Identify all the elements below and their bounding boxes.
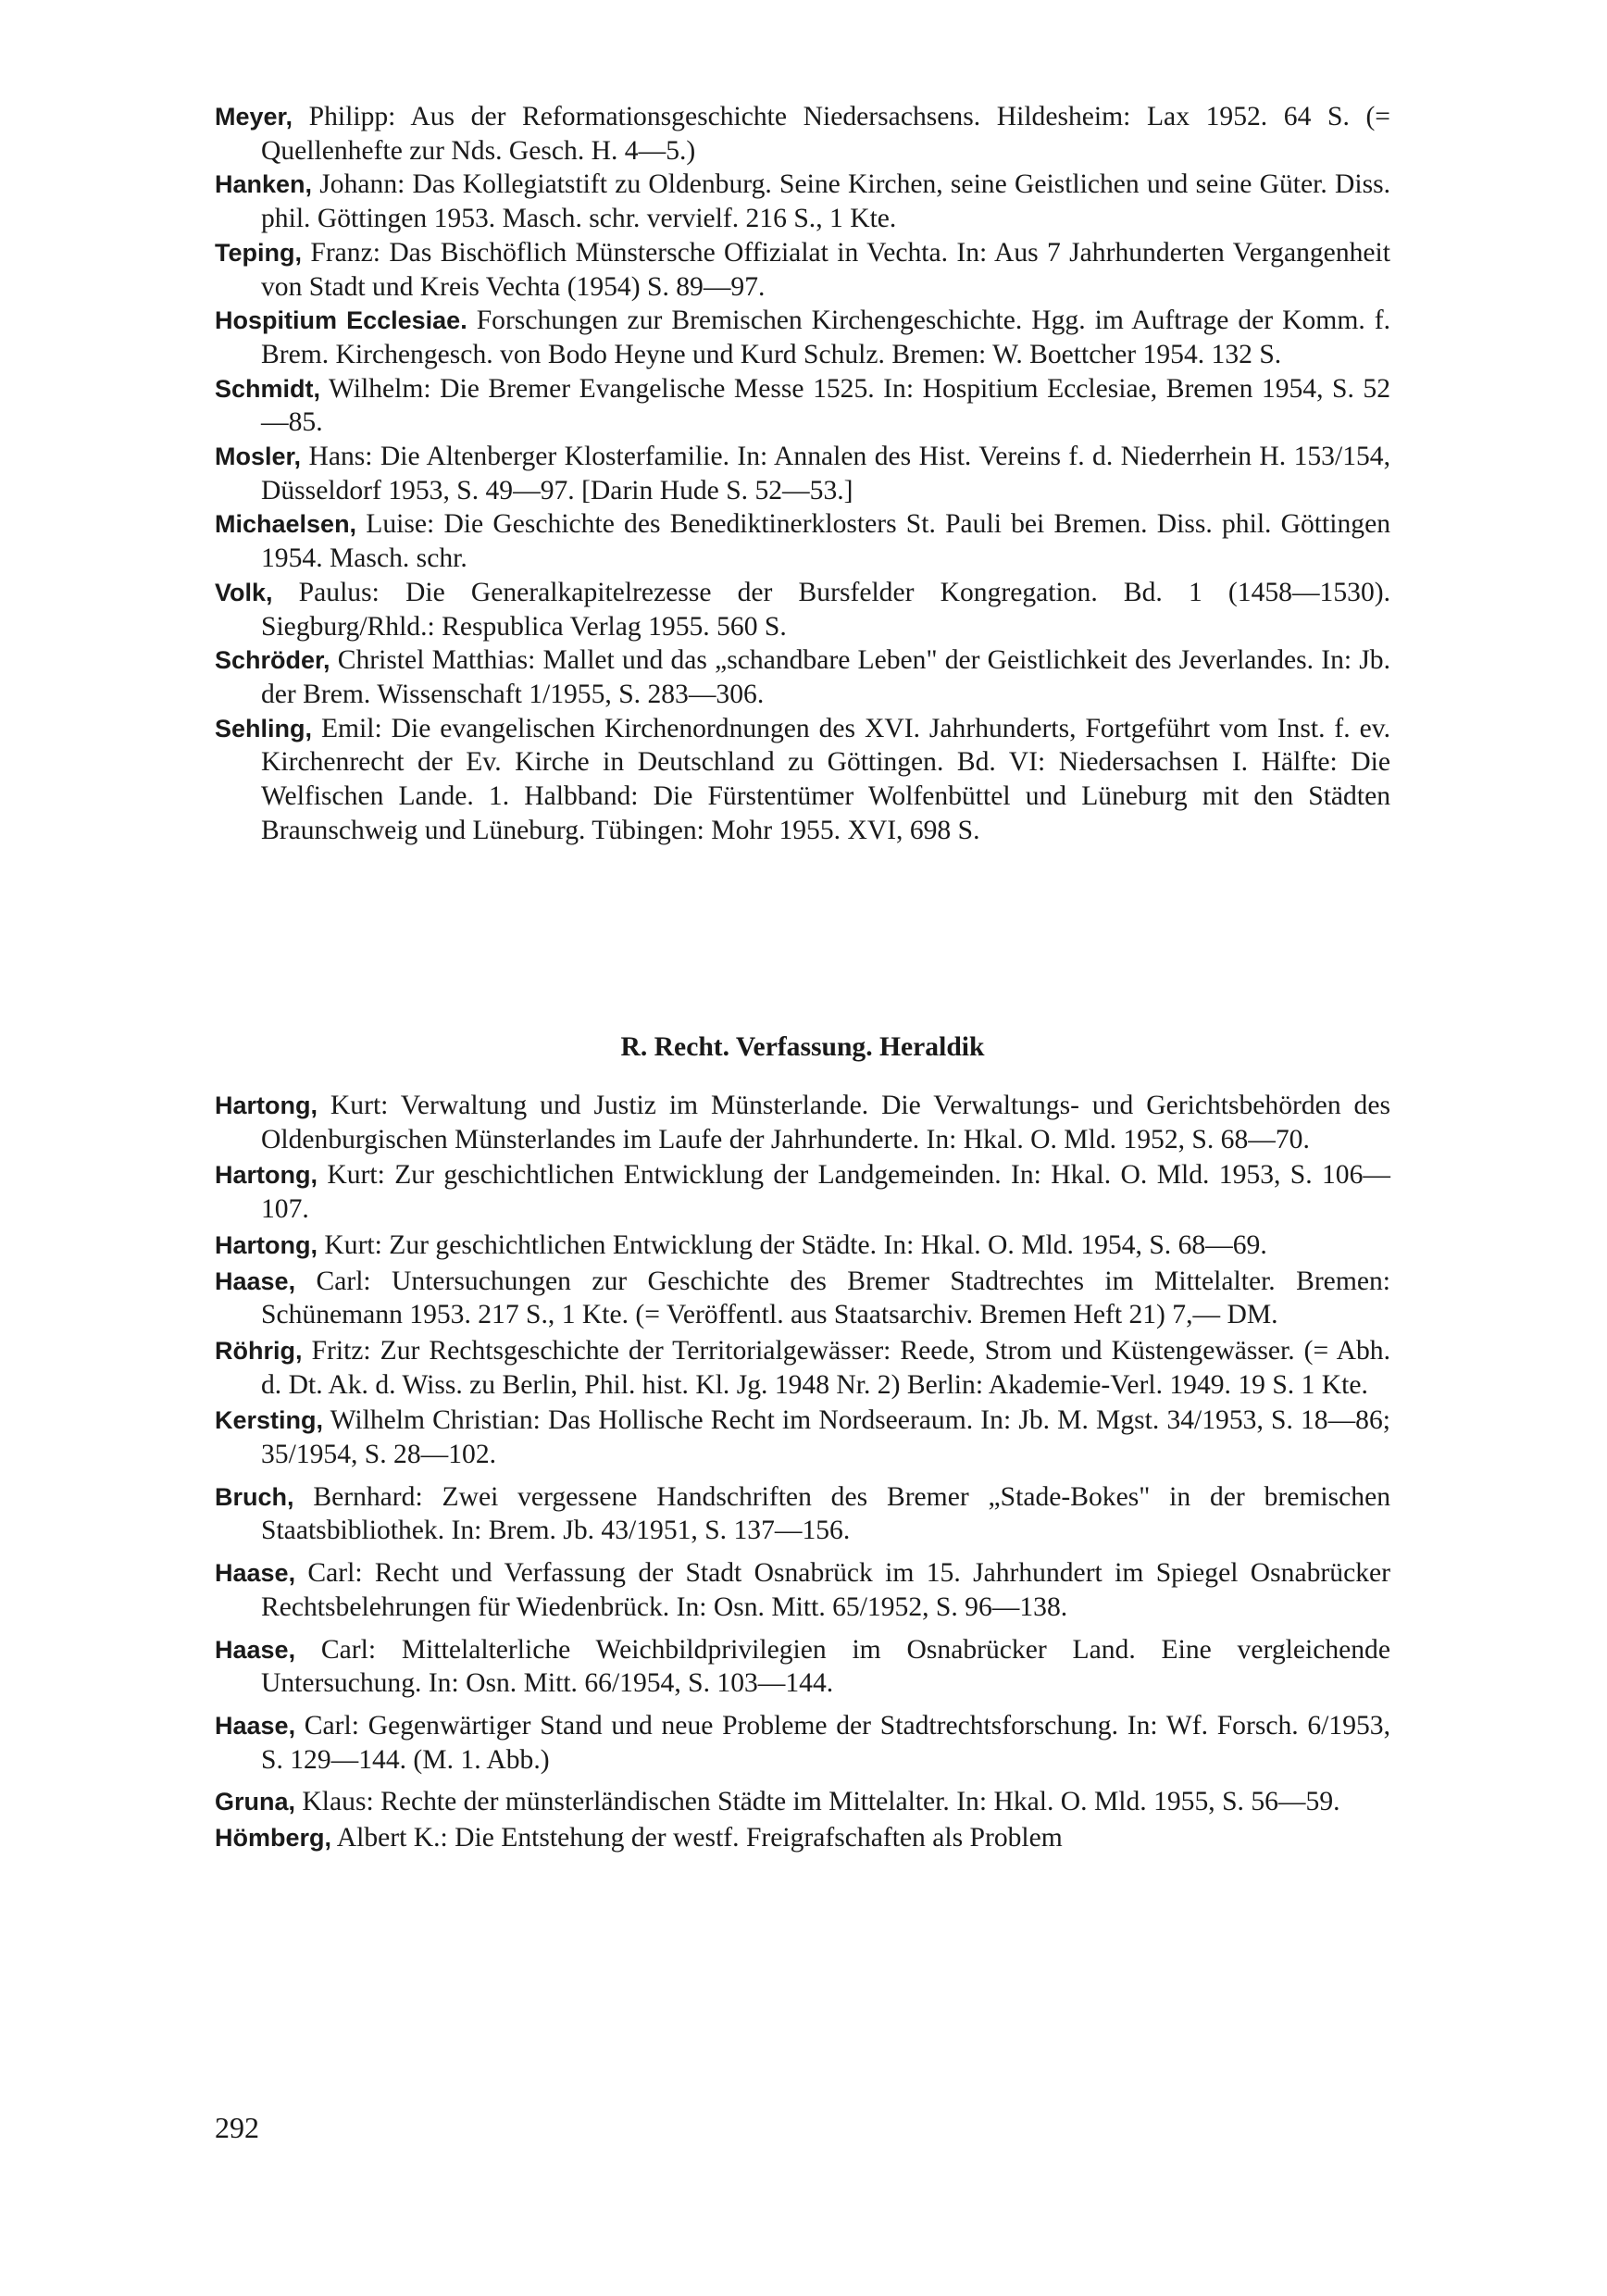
bibliography-entry [215, 1785, 1390, 1819]
bibliography-entry [215, 1229, 1390, 1263]
entry-author: Teping, [215, 238, 302, 267]
bibliography-entry [215, 168, 1390, 235]
entry-text: Christel Matthias: Mallet und das „schandbare Leben" der Geistlichkeit des Jeverlandes. In: Jb. der Brem. Wissenschaft 1/1955, S. 283—306. [261, 645, 1390, 709]
bibliography-entry [215, 372, 1390, 440]
entry-author: Hartong, [215, 1230, 318, 1259]
entry-author: Volk, [215, 578, 273, 606]
entry-author: Haase, [215, 1559, 296, 1588]
entry-author: Schmidt, [215, 374, 321, 403]
entry-author: Michaelsen, [215, 510, 357, 539]
bibliography-block-1 [215, 100, 1390, 847]
entry-text: Luise: Die Geschichte des Benediktinerklosters St. Pauli bei Bremen. Diss. phil. Göttingen 1954. Masch. schr. [261, 509, 1390, 574]
entry-text: Philipp: Aus der Reformationsgeschichte Niedersachsens. Hildesheim: Lax 1952. 64 S. (= Quellenhefte zur Nds. Gesch. H. 4—5.) [261, 102, 1390, 166]
entry-author: Hanken, [215, 170, 313, 199]
entry-text: Kurt: Zur geschichtlichen Entwicklung der Landgemeinden. In: Hkal. O. Mld. 1953, S. 106—107. [261, 1160, 1390, 1225]
entry-author: Mosler, [215, 443, 302, 471]
entry-text: Albert K.: Die Entstehung der westf. Freigrafschaften als Problem [331, 1823, 1063, 1853]
entry-text: Carl: Mittelalterliche Weichbildprivilegien im Osnabrücker Land. Eine vergleichende Untersuchung. In: Osn. Mitt. 66/1954, S. 103—144. [261, 1634, 1390, 1699]
bibliography-entry [215, 643, 1390, 711]
entry-text: Paulus: Die Generalkapitelrezesse der Bursfelder Kongregation. Bd. 1 (1458—1530). Siegburg/Rhld.: Respublica Verlag 1955. 560 S. [261, 577, 1390, 642]
entry-author: Kersting, [215, 1406, 324, 1435]
entry-text: Wilhelm: Die Bremer Evangelische Messe 1525. In: Hospitium Ecclesiae, Bremen 1954, S. 52—85. [261, 373, 1390, 438]
bibliography-entry [215, 1334, 1390, 1402]
bibliography-entry [215, 576, 1390, 643]
entry-author: Sehling, [215, 714, 313, 742]
entry-author: Hartong, [215, 1092, 318, 1119]
entry-author: Schröder, [215, 646, 330, 675]
entry-text: Carl: Gegenwärtiger Stand und neue Probleme der Stadtrechtsforschung. In: Wf. Forsch. 6/1953, S. 129—144. (M. 1. Abb.) [261, 1710, 1390, 1775]
entry-text: Franz: Das Bischöflich Münstersche Offizialat in Vechta. In: Aus 7 Jahrhunderten Vergangenheit von Stadt und Kreis Vechta (1954) S. 89—97. [261, 237, 1390, 302]
bibliography-entry [215, 304, 1390, 371]
entry-author: Bruch, [215, 1482, 294, 1511]
entry-author: Hömberg, [215, 1824, 332, 1853]
entry-author: Gruna, [215, 1788, 296, 1816]
entry-text: Kurt: Zur geschichtlichen Entwicklung der Städte. In: Hkal. O. Mld. 1954, S. 68—69. [318, 1229, 1267, 1260]
entry-text: Fritz: Zur Rechtsgeschichte der Territorialgewässer: Reede, Strom und Küstengewässer. (= Abh. d. Dt. Ak. d. Wiss. zu Berlin, Phil. hist. Kl. Jg. 1948 Nr. 2) Berlin: Akademie-Verl. 1949. 19 S. 1 Kte. [261, 1335, 1390, 1400]
page-number: 292 [215, 2111, 259, 2144]
bibliography-entry [215, 1556, 1390, 1624]
bibliography-entry [215, 1709, 1390, 1777]
entry-author: Haase, [215, 1711, 296, 1740]
entry-text: Johann: Das Kollegiatstift zu Oldenburg. Seine Kirchen, seine Geistlichen und seine Güter. Diss. phil. Göttingen 1953. Masch. schr. vervielf. 216 S., 1 Kte. [261, 169, 1390, 234]
entry-author: Hospitium Ecclesiae. [215, 306, 467, 335]
entry-author: Meyer, [215, 103, 293, 131]
bibliography-entry [215, 1089, 1390, 1156]
entry-text: Wilhelm Christian: Das Hollische Recht im Nordseeraum. In: Jb. M. Mgst. 34/1953, S. 18—86; 35/1954, S. 28—102. [261, 1405, 1390, 1470]
entry-text: Bernhard: Zwei vergessene Handschriften des Bremer „Stade-Bokes" in der bremischen Staatsbibliothek. In: Brem. Jb. 43/1951, S. 137—156. [261, 1481, 1390, 1546]
entry-author: Röhrig, [215, 1336, 303, 1365]
entry-author: Haase, [215, 1267, 296, 1295]
entry-text: Kurt: Verwaltung und Justiz im Münsterlande. Die Verwaltungs- und Gerichtsbehörden des Oldenburgischen Münsterlandes im Laufe der Jahrhunderte. In: Hkal. O. Mld. 1952, S. 68—70. [261, 1091, 1390, 1154]
entry-text: Hans: Die Altenberger Klosterfamilie. In: Annalen des Hist. Vereins f. d. Niederrhein H. 153/154, Düsseldorf 1953, S. 49—97. [Darin Hude S. 52—53.] [261, 442, 1390, 505]
bibliography-entry [215, 1404, 1390, 1471]
entry-text: Emil: Die evangelischen Kirchenordnungen des XVI. Jahrhunderts, Fortgeführt vom Inst. f. ev. Kirchenrecht der Ev. Kirche in Deutschland zu Göttingen. Bd. VI: Niedersachsen I. Hälfte: Die Welfischen Lande. 1. Halbband: Die Fürstentümer Wolfenbüttel und Lüneburg mit den Städten Braunschweig und Lüneburg. Tübingen: Mohr 1955. XVI, 698 S. [261, 713, 1390, 845]
bibliography-entry [215, 1265, 1390, 1332]
bibliography-entry [215, 440, 1390, 507]
bibliography-block-2 [215, 1089, 1390, 1857]
bibliography-entry [215, 1821, 1390, 1855]
bibliography-entry [215, 1480, 1390, 1548]
bibliography-entry [215, 712, 1390, 848]
bibliography-entry [215, 507, 1390, 575]
entry-text: Carl: Untersuchungen zur Geschichte des Bremer Stadtrechtes im Mittelalter. Bremen: Schünemann 1953. 217 S., 1 Kte. (= Veröffentl. aus Staatsarchiv. Bremen Heft 21) 7,— DM. [261, 1266, 1390, 1330]
entry-text: Forschungen zur Bremischen Kirchengeschichte. Hgg. im Auftrage der Komm. f. Brem. Kirchengesch. von Bodo Heyne und Kurd Schulz. Bremen: W. Boettcher 1954. 132 S. [261, 306, 1390, 369]
bibliography-entry [215, 1633, 1390, 1701]
section-heading: R. Recht. Verfassung. Heraldik [620, 1032, 985, 1062]
bibliography-entry [215, 100, 1390, 168]
entry-author: Haase, [215, 1635, 296, 1664]
bibliography-entry [215, 236, 1390, 304]
bibliography-entry [215, 1158, 1390, 1226]
entry-author: Hartong, [215, 1161, 318, 1190]
entry-text: Klaus: Rechte der münsterländischen Städte im Mittelalter. In: Hkal. O. Mld. 1955, S. 56—59. [295, 1787, 1340, 1817]
entry-text: Carl: Recht und Verfassung der Stadt Osnabrück im 15. Jahrhundert im Spiegel Osnabrücker Rechtsbelehrungen für Wiedenbrück. In: Osn. Mitt. 65/1952, S. 96—138. [261, 1558, 1390, 1622]
